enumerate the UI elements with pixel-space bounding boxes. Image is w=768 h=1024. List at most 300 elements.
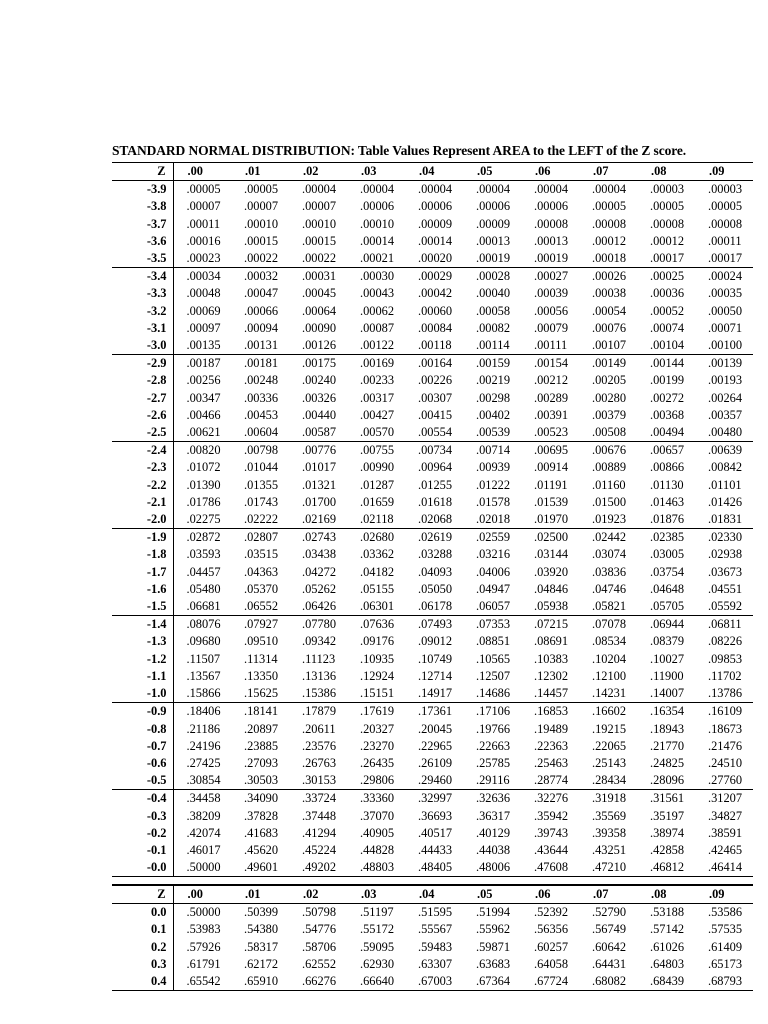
area-cell: .36693 <box>418 808 453 823</box>
area-cell: .04551 <box>708 581 743 596</box>
area-cell: .59871 <box>476 939 511 954</box>
area-cell: .09342 <box>302 634 337 649</box>
area-cell: .00060 <box>418 303 453 318</box>
area-cell: .29460 <box>405 772 463 790</box>
area-cell: .41683 <box>244 825 279 840</box>
area-cell: .29116 <box>463 772 521 790</box>
area-cell: .00084 <box>418 320 453 335</box>
area-cell: .12924 <box>360 668 395 683</box>
z-score-cell: 0.0 <box>112 904 173 922</box>
area-cell: .00014 <box>360 233 395 248</box>
area-cell: .54776 <box>302 922 337 937</box>
area-cell: .32636 <box>476 791 511 806</box>
area-cell: .00071 <box>708 320 743 335</box>
area-cell: .01160 <box>592 477 626 492</box>
z-score-cell: 0.3 <box>112 956 173 973</box>
area-cell: .53983 <box>186 922 221 937</box>
area-cell: .35569 <box>592 808 627 823</box>
area-cell: .01426 <box>708 494 743 509</box>
z-score-cell: -2.2 <box>112 477 173 494</box>
column-header: .02 <box>289 885 347 904</box>
table-row <box>112 442 753 460</box>
area-cell: .02743 <box>302 530 337 545</box>
area-cell: .46414 <box>708 860 743 875</box>
column-header: .08 <box>637 885 695 904</box>
area-cell: .01876 <box>637 511 695 529</box>
area-cell: .01700 <box>302 494 337 509</box>
area-cell: .57535 <box>708 922 743 937</box>
area-cell: .00939 <box>476 460 511 475</box>
area-cell: .00025 <box>650 269 685 284</box>
column-header: .04 <box>405 885 463 904</box>
area-cell: .19766 <box>476 721 511 736</box>
table-row <box>112 320 753 337</box>
table-row <box>112 772 753 790</box>
area-cell: .00776 <box>302 443 337 458</box>
area-cell: .21770 <box>650 738 685 753</box>
area-cell: .64431 <box>592 956 627 971</box>
area-cell: .53586 <box>708 905 743 920</box>
area-cell: .00144 <box>650 356 685 371</box>
area-cell: .00022 <box>231 250 289 268</box>
area-cell: .03216 <box>476 547 511 562</box>
area-cell: .61026 <box>650 939 685 954</box>
area-cell: .00135 <box>173 337 231 355</box>
area-cell: .36317 <box>476 808 511 823</box>
table-row <box>112 668 753 685</box>
area-cell: .02275 <box>173 511 231 529</box>
area-cell: .00187 <box>186 356 221 371</box>
area-cell: .01390 <box>186 477 221 492</box>
area-cell: .00212 <box>534 373 569 388</box>
area-cell: .55172 <box>360 922 395 937</box>
area-cell: .20327 <box>360 721 395 736</box>
area-cell: .04006 <box>476 564 511 579</box>
area-cell: .33360 <box>360 791 395 806</box>
area-cell: .11507 <box>186 651 221 666</box>
area-cell: .00038 <box>592 286 627 301</box>
z-score-cell: -1.4 <box>112 616 173 634</box>
area-cell: .23885 <box>244 738 279 753</box>
area-cell: .00100 <box>695 337 753 355</box>
area-cell: .65542 <box>186 974 221 989</box>
area-cell: .45224 <box>302 842 337 857</box>
area-cell: .00018 <box>579 250 637 268</box>
area-cell: .00104 <box>637 337 695 355</box>
area-cell: .68793 <box>708 974 743 989</box>
area-cell: .44433 <box>418 842 453 857</box>
area-cell: .08076 <box>186 617 221 632</box>
area-cell: .00131 <box>231 337 289 355</box>
area-cell: .01970 <box>521 511 579 529</box>
area-cell: .01017 <box>302 460 337 475</box>
area-cell: .00347 <box>186 390 221 405</box>
area-cell: .42858 <box>650 842 685 857</box>
area-cell: .01659 <box>360 494 395 509</box>
area-cell: .39358 <box>592 825 627 840</box>
area-cell: .22065 <box>592 738 627 753</box>
table-body <box>112 904 753 991</box>
area-cell: .00657 <box>650 443 685 458</box>
z-score-cell: -1.2 <box>112 651 173 668</box>
area-cell: .00842 <box>708 460 743 475</box>
area-cell: .00604 <box>231 424 289 442</box>
area-cell: .00006 <box>360 199 395 214</box>
area-cell: .42465 <box>708 842 743 857</box>
area-cell: .00289 <box>534 390 569 405</box>
area-cell: .38209 <box>186 808 221 823</box>
area-cell: .00866 <box>650 460 685 475</box>
table-row <box>112 355 753 373</box>
area-cell: .00570 <box>347 424 405 442</box>
area-cell: .00017 <box>637 250 695 268</box>
area-cell: .10565 <box>476 651 511 666</box>
area-cell: .00219 <box>476 373 511 388</box>
area-cell: .00008 <box>534 216 569 231</box>
area-cell: .09012 <box>418 634 453 649</box>
area-cell: .00069 <box>186 303 221 318</box>
table-row <box>112 250 753 268</box>
area-cell: .08226 <box>708 634 743 649</box>
area-cell: .02330 <box>708 530 743 545</box>
table-row <box>112 703 753 721</box>
z-score-cell: -2.5 <box>112 424 173 442</box>
area-cell: .62552 <box>302 956 337 971</box>
area-cell: .00122 <box>347 337 405 355</box>
area-cell: .25143 <box>592 755 627 770</box>
column-header: .03 <box>347 885 405 904</box>
area-cell: .00013 <box>476 233 511 248</box>
area-cell: .63683 <box>476 956 511 971</box>
z-column-header: Z <box>112 885 173 904</box>
area-cell: .01287 <box>360 477 395 492</box>
area-cell: .00034 <box>186 269 221 284</box>
z-score-cell: -1.7 <box>112 564 173 581</box>
area-cell: .00005 <box>244 182 279 197</box>
area-cell: .00164 <box>418 356 453 371</box>
area-cell: .00264 <box>708 390 743 405</box>
area-cell: .00298 <box>476 390 511 405</box>
table-row <box>112 721 753 738</box>
column-header: .00 <box>173 163 231 181</box>
area-cell: .05050 <box>418 581 453 596</box>
table-row <box>112 790 753 808</box>
column-header: .04 <box>405 163 463 181</box>
area-cell: .00076 <box>592 320 627 335</box>
area-cell: .08691 <box>534 634 569 649</box>
area-cell: .14457 <box>521 685 579 703</box>
z-score-cell: -0.7 <box>112 738 173 755</box>
area-cell: .08851 <box>476 634 511 649</box>
table-row <box>112 303 753 320</box>
area-cell: .60257 <box>534 939 569 954</box>
area-cell: .14231 <box>579 685 637 703</box>
z-column-header: Z <box>112 163 173 181</box>
z-score-cell: -2.9 <box>112 355 173 373</box>
area-cell: .60642 <box>592 939 627 954</box>
area-cell: .05821 <box>579 598 637 616</box>
area-cell: .00015 <box>244 233 279 248</box>
area-cell: .00036 <box>650 286 685 301</box>
area-cell: .02068 <box>405 511 463 529</box>
table-row <box>112 581 753 598</box>
area-cell: .05155 <box>360 581 395 596</box>
area-cell: .12507 <box>476 668 511 683</box>
area-cell: .01130 <box>650 477 684 492</box>
area-cell: .00453 <box>244 407 279 422</box>
area-cell: .31561 <box>650 791 685 806</box>
table-row <box>112 825 753 842</box>
positive-z-table <box>112 884 753 991</box>
area-cell: .01743 <box>244 494 279 509</box>
z-score-cell: -0.9 <box>112 703 173 721</box>
z-score-cell: -0.0 <box>112 859 173 877</box>
area-cell: .00233 <box>360 373 395 388</box>
area-cell: .17879 <box>302 704 337 719</box>
table-row <box>112 564 753 581</box>
table-row <box>112 598 753 616</box>
area-cell: .43251 <box>592 842 627 857</box>
z-score-cell: 0.1 <box>112 921 173 938</box>
area-cell: .00964 <box>418 460 453 475</box>
area-cell: .07215 <box>534 617 569 632</box>
area-cell: .51197 <box>360 905 394 920</box>
area-cell: .21476 <box>708 738 743 753</box>
area-cell: .26109 <box>418 755 453 770</box>
area-cell: .10027 <box>650 651 685 666</box>
column-header: .09 <box>695 885 753 904</box>
column-header: .03 <box>347 163 405 181</box>
area-cell: .00022 <box>289 250 347 268</box>
area-cell: .35942 <box>534 808 569 823</box>
area-cell: .07636 <box>360 617 395 632</box>
area-cell: .00523 <box>521 424 579 442</box>
area-cell: .55962 <box>476 922 511 937</box>
area-cell: .16354 <box>650 704 685 719</box>
area-cell: .00248 <box>244 373 279 388</box>
area-cell: .00004 <box>418 182 453 197</box>
area-cell: .00005 <box>592 199 627 214</box>
area-cell: .04947 <box>476 581 511 596</box>
area-cell: .00011 <box>708 233 742 248</box>
z-score-cell: 0.4 <box>112 973 173 991</box>
area-cell: .00114 <box>463 337 521 355</box>
area-cell: .00017 <box>695 250 753 268</box>
area-cell: .56356 <box>534 922 569 937</box>
table-row <box>112 842 753 859</box>
area-cell: .51595 <box>418 905 453 920</box>
area-cell: .00107 <box>579 337 637 355</box>
area-cell: .05938 <box>521 598 579 616</box>
area-cell: .00149 <box>592 356 627 371</box>
area-cell: .16853 <box>534 704 569 719</box>
area-cell: .00019 <box>521 250 579 268</box>
area-cell: .54380 <box>244 922 279 937</box>
area-cell: .22363 <box>534 738 569 753</box>
z-score-cell: -0.3 <box>112 808 173 825</box>
area-cell: .31918 <box>592 791 627 806</box>
area-cell: .00427 <box>360 407 395 422</box>
table-row <box>112 921 753 938</box>
z-score-cell: -2.1 <box>112 494 173 511</box>
area-cell: .57926 <box>186 939 221 954</box>
column-header: .06 <box>521 885 579 904</box>
area-cell: .34827 <box>708 808 743 823</box>
column-header: .07 <box>579 885 637 904</box>
area-cell: .12714 <box>418 668 453 683</box>
area-cell: .01463 <box>650 494 685 509</box>
area-cell: .65173 <box>708 956 743 971</box>
area-cell: .58317 <box>244 939 279 954</box>
area-cell: .05262 <box>302 581 337 596</box>
table-row <box>112 808 753 825</box>
table-row <box>112 738 753 755</box>
area-cell: .00006 <box>418 199 453 214</box>
area-cell: .55567 <box>418 922 453 937</box>
area-cell: .00094 <box>244 320 279 335</box>
z-score-cell: -1.0 <box>112 685 173 703</box>
area-cell: .02619 <box>418 530 453 545</box>
column-header: .07 <box>579 163 637 181</box>
area-cell: .23270 <box>360 738 395 753</box>
area-cell: .00126 <box>289 337 347 355</box>
area-cell: .00307 <box>418 390 453 405</box>
area-cell: .10749 <box>418 651 453 666</box>
area-cell: .00440 <box>302 407 337 422</box>
area-cell: .29806 <box>347 772 405 790</box>
area-cell: .27760 <box>695 772 753 790</box>
area-cell: .00090 <box>302 320 337 335</box>
area-cell: .38974 <box>650 825 685 840</box>
table-row <box>112 198 753 215</box>
area-cell: .18406 <box>186 704 221 719</box>
z-score-cell: -3.3 <box>112 285 173 302</box>
z-score-cell: -1.6 <box>112 581 173 598</box>
area-cell: .09853 <box>708 651 743 666</box>
area-cell: .44038 <box>476 842 511 857</box>
area-cell: .06301 <box>347 598 405 616</box>
area-cell: .02807 <box>244 530 279 545</box>
column-header: .01 <box>231 885 289 904</box>
area-cell: .65910 <box>244 974 279 989</box>
area-cell: .57142 <box>650 922 685 937</box>
area-cell: .11314 <box>244 651 278 666</box>
area-cell: .00004 <box>592 182 627 197</box>
area-cell: .00066 <box>244 303 279 318</box>
area-cell: .00062 <box>360 303 395 318</box>
table-row <box>112 424 753 442</box>
area-cell: .00005 <box>186 182 221 197</box>
area-cell: .53188 <box>650 905 685 920</box>
area-cell: .00280 <box>592 390 627 405</box>
area-cell: .64803 <box>650 956 685 971</box>
area-cell: .00006 <box>534 199 569 214</box>
area-cell: .00621 <box>173 424 231 442</box>
area-cell: .27093 <box>244 755 279 770</box>
area-cell: .07927 <box>244 617 279 632</box>
area-cell: .00010 <box>302 216 337 231</box>
area-cell: .00097 <box>186 320 221 335</box>
z-score-cell: -0.4 <box>112 790 173 808</box>
z-score-cell: -1.9 <box>112 529 173 547</box>
area-cell: .00820 <box>186 443 221 458</box>
area-cell: .45620 <box>244 842 279 857</box>
area-cell: .00007 <box>186 199 221 214</box>
table-row <box>112 973 753 991</box>
z-score-cell: -3.5 <box>112 250 173 268</box>
area-cell: .00007 <box>244 199 279 214</box>
area-cell: .05592 <box>695 598 753 616</box>
area-cell: .00357 <box>708 407 743 422</box>
area-cell: .19489 <box>534 721 569 736</box>
area-cell: .17619 <box>360 704 395 719</box>
area-cell: .06426 <box>289 598 347 616</box>
area-cell: .04648 <box>650 581 685 596</box>
area-cell: .00714 <box>476 443 511 458</box>
area-cell: .59095 <box>360 939 395 954</box>
area-cell: .00004 <box>302 182 337 197</box>
table-row <box>112 651 753 668</box>
area-cell: .06178 <box>405 598 463 616</box>
area-cell: .00914 <box>534 460 569 475</box>
area-cell: .00064 <box>302 303 337 318</box>
area-cell: .48006 <box>476 860 511 875</box>
table-row <box>112 390 753 407</box>
area-cell: .00889 <box>592 460 627 475</box>
area-cell: .51994 <box>476 905 511 920</box>
area-cell: .05370 <box>244 581 279 596</box>
area-cell: .67364 <box>476 974 511 989</box>
area-cell: .61791 <box>186 956 221 971</box>
area-cell: .00058 <box>476 303 511 318</box>
area-cell: .00012 <box>592 233 627 248</box>
area-cell: .00048 <box>186 286 221 301</box>
area-cell: .03362 <box>360 547 395 562</box>
area-cell: .00695 <box>534 443 569 458</box>
area-cell: .01539 <box>534 494 569 509</box>
area-cell: .00008 <box>592 216 627 231</box>
table-body <box>112 181 753 877</box>
area-cell: .31207 <box>708 791 743 806</box>
area-cell: .25785 <box>476 755 511 770</box>
area-cell: .67724 <box>534 974 569 989</box>
z-score-cell: -3.9 <box>112 181 173 199</box>
column-header: .01 <box>231 163 289 181</box>
table-title: STANDARD NORMAL DISTRIBUTION: Table Values Represent AREA to the LEFT of the Z score. <box>112 143 687 158</box>
area-cell: .02018 <box>463 511 521 529</box>
area-cell: .62172 <box>244 956 279 971</box>
column-header: .08 <box>637 163 695 181</box>
area-cell: .32276 <box>534 791 569 806</box>
area-cell: .05480 <box>186 581 221 596</box>
area-cell: .10935 <box>360 651 395 666</box>
area-cell: .00087 <box>360 320 395 335</box>
table-row <box>112 546 753 563</box>
area-cell: .00013 <box>534 233 569 248</box>
area-cell: .04746 <box>592 581 627 596</box>
area-cell: .00047 <box>244 286 279 301</box>
area-cell: .30854 <box>173 772 231 790</box>
area-cell: .00035 <box>708 286 743 301</box>
area-cell: .01831 <box>695 511 753 529</box>
z-score-cell: -0.2 <box>112 825 173 842</box>
area-cell: .48803 <box>360 860 395 875</box>
area-cell: .68439 <box>650 974 685 989</box>
area-cell: .00508 <box>579 424 637 442</box>
area-cell: .32997 <box>418 791 453 806</box>
area-cell: .00554 <box>405 424 463 442</box>
table-row <box>112 337 753 355</box>
